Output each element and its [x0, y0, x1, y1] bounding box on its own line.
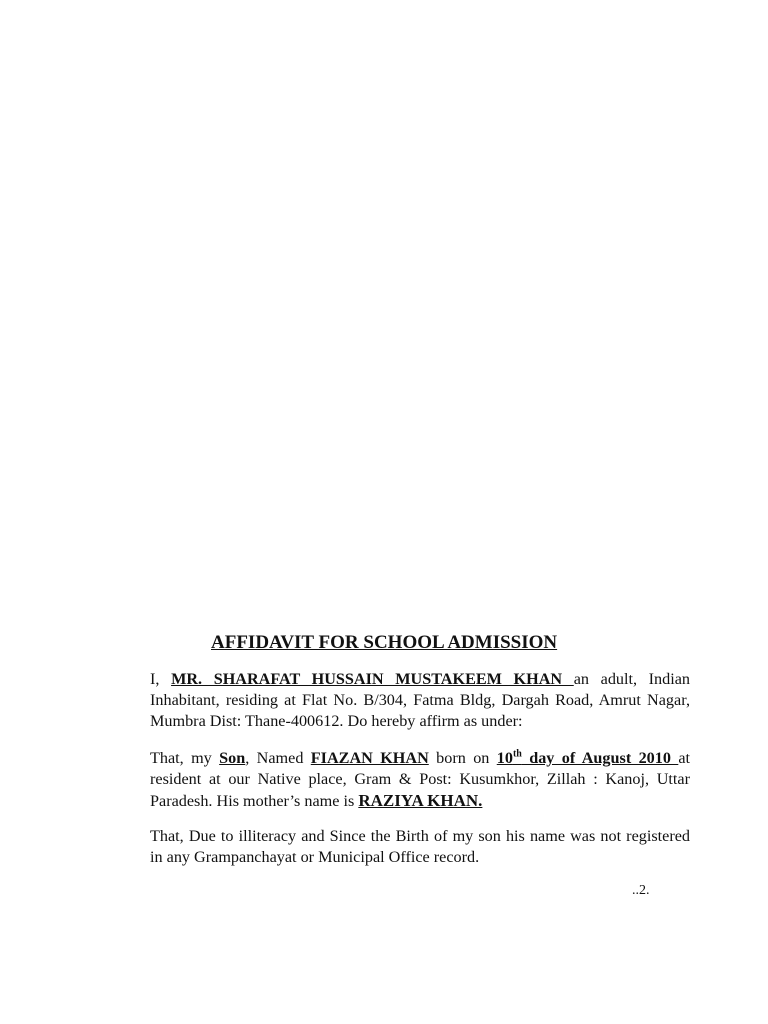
paragraph-birth-details [150, 748, 690, 812]
paragraph2-place: at resident at our Native place, Gram & Post: Kusumkhor, Zillah : Kanoj, Uttar Paradesh. His mother’s name is [150, 749, 691, 810]
paragraph2-named: , Named [245, 749, 311, 767]
paragraph2-prefix: That, my [150, 749, 220, 767]
birth-date [497, 749, 679, 767]
child-name: FIAZAN KHAN [310, 749, 429, 767]
relation: Son [219, 749, 246, 767]
paragraph2-born-on: born on [428, 749, 497, 767]
declarant-name: MR. SHARAFAT HUSSAIN MUSTAKEEM KHAN [171, 670, 574, 688]
birth-date-rest: day of August 2010 [521, 749, 679, 767]
paragraph-declarant [150, 669, 690, 732]
birth-day: 10 [496, 749, 513, 767]
paragraph-registration: That, Due to illiteracy and Since the Birth of my son his name was not registered in any Grampanchayat or Municipal Office record. [150, 827, 690, 866]
paragraph1-rest: an adult, Indian Inhabitant, residing at Flat No. B/304, Fatma Bldg, Dargah Road, Amrut Nagar, Mumbra Dist: Thane-400612. Do hereby affirm as under: [150, 670, 691, 730]
birth-day-suffix: th [512, 748, 522, 760]
paragraph1-prefix: I, [150, 670, 172, 688]
page-number: ..2. [632, 883, 650, 898]
mother-name: RAZIYA KHAN. [358, 791, 483, 810]
document-title: AFFIDAVIT FOR SCHOOL ADMISSION [211, 632, 558, 653]
